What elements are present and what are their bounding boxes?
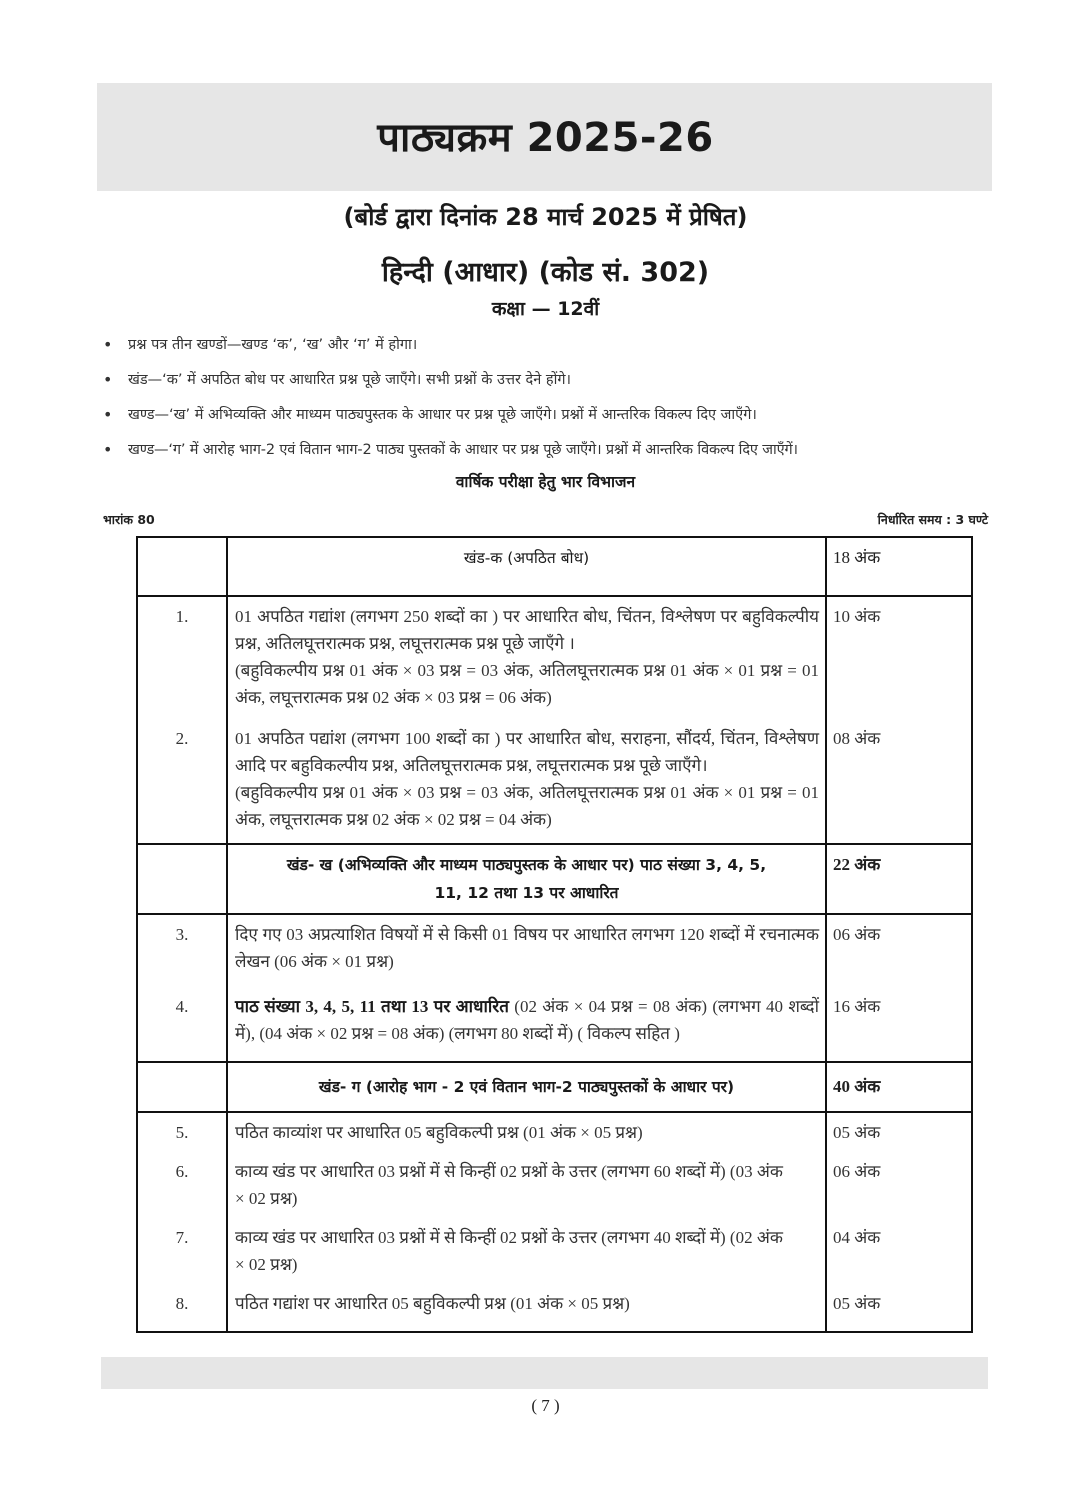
question-text: पठित काव्यांश पर आधारित 05 बहुविकल्पी प्रश्न (01 अंक × 05 प्रश्न) — [227, 1112, 826, 1152]
question-marks: 10 अंक — [826, 596, 972, 711]
question-text: 01 अपठित पद्यांश (लगभग 100 शब्दों का ) पर आधारित बोध, सराहना, सौंदर्य, चिंतन, विश्लेषण आदि पर बहुविकल्पीय प्रश्न, अतिलघूत्तरात्मक प्रश्न, लघूत्तरात्मक प्रश्न पूछे जाएँगे। — [235, 729, 819, 775]
board-circular-note: (बोर्ड द्वारा दिनांक 28 मार्च 2025 में प्रेषित) — [343, 203, 748, 231]
table-row — [137, 1284, 972, 1332]
bullet-icon: • — [103, 335, 113, 354]
empty-cell — [137, 1062, 227, 1112]
instruction-item: • खण्ड—‘ख’ में अभिव्यक्ति और माध्यम पाठ्यपुस्तक के आधार पर प्रश्न पूछे जाएँगे। प्रश्नों में आन्तरिक विकल्प दिए जाएँगे। — [103, 405, 757, 424]
section-title: खंड- ग (आरोह भाग - 2 एवं वितान भाग-2 पाठ्यपुस्तकों के आधार पर) — [227, 1062, 826, 1112]
section-header-row — [137, 1062, 972, 1112]
bullet-icon: • — [103, 405, 113, 424]
section-title: खंड-क (अपठित बोध) — [227, 537, 826, 596]
subject-heading: हिन्दी (आधार) (कोड सं. 302) — [381, 257, 710, 288]
instruction-item: • खंड—‘क’ में अपठित बोध पर आधारित प्रश्न पूछे जाएँगे। सभी प्रश्नों के उत्तर देने होंगे। — [103, 370, 571, 389]
section-marks: 22 अंक — [826, 844, 972, 914]
question-description — [227, 981, 826, 1062]
page-number: ( 7 ) — [531, 1396, 560, 1415]
section-marks: 18 अंक — [826, 537, 972, 596]
table-row — [137, 596, 972, 711]
section-marks: 40 अंक — [826, 1062, 972, 1112]
question-number: 3. — [137, 914, 227, 981]
question-marks: 04 अंक — [826, 1218, 972, 1284]
question-number: 4. — [137, 981, 227, 1062]
section-header-row — [137, 537, 972, 596]
question-marks: 16 अंक — [826, 981, 972, 1062]
distribution-heading: वार्षिक परीक्षा हेतु भार विभाजन — [455, 473, 636, 491]
question-number: 7. — [137, 1218, 227, 1284]
question-marks-breakdown: (बहुविकल्पीय प्रश्न 01 अंक × 03 प्रश्न = 03 अंक, अतिलघूत्तरात्मक प्रश्न 01 अंक × 01 प्रश्न = 01 अंक, लघूत्तरात्मक प्रश्न 02 अंक × 03 प्रश्न = 06 अंक) — [235, 661, 819, 707]
question-text: (02 अंक × 04 प्रश्न = 08 अंक) (लगभग 40 शब्दों में), (04 अंक × 02 प्रश्न = 08 अंक) (लगभग 80 शब्दों में) ( विकल्प सहित ) — [235, 997, 819, 1043]
question-number: 6. — [137, 1152, 227, 1218]
lesson-reference: पाठ संख्या 3, 4, 5, 11 तथा 13 पर आधारित — [235, 997, 509, 1016]
question-marks: 05 अंक — [826, 1112, 972, 1152]
question-number: 2. — [137, 711, 227, 844]
section-title: खंड- ख (अभिव्यक्ति और माध्यम पाठ्यपुस्तक के आधार पर) पाठ संख्या 3, 4, 5, 11, 12 तथा 13 पर आधारित — [227, 844, 826, 914]
instruction-item: • खण्ड—‘ग’ में आरोह भाग-2 एवं वितान भाग-2 पाठ्य पुस्तकों के आधार पर प्रश्न पूछे जाएँगे। प्रश्नों में आन्तरिक विकल्प दिए जाएँगें। — [103, 440, 798, 459]
time-allowed: निर्धारित समय : 3 घण्टे — [877, 512, 988, 527]
question-marks: 06 अंक — [826, 914, 972, 981]
question-marks: 06 अंक — [826, 1152, 972, 1218]
footer-band — [101, 1357, 988, 1389]
instructions-list — [103, 334, 1003, 474]
marks-distribution-table — [136, 536, 973, 1333]
question-description — [227, 596, 826, 711]
question-text: काव्य खंड पर आधारित 03 प्रश्नों में से किन्हीं 02 प्रश्नों के उत्तर (लगभग 60 शब्दों में) (03 अंक × 02 प्रश्न) — [227, 1152, 826, 1218]
question-description — [227, 711, 826, 844]
question-number: 5. — [137, 1112, 227, 1152]
question-number: 8. — [137, 1284, 227, 1332]
class-label: कक्षा — 12वीं — [491, 298, 600, 320]
question-text: पठित गद्यांश पर आधारित 05 बहुविकल्पी प्रश्न (01 अंक × 05 प्रश्न) — [227, 1284, 826, 1332]
table-row — [137, 1112, 972, 1152]
empty-cell — [137, 537, 227, 596]
instruction-item: • प्रश्न पत्र तीन खण्डों—खण्ड ‘क’, ‘ख’ और ‘ग’ में होगा। — [103, 335, 418, 354]
table-row — [137, 1218, 972, 1284]
section-header-row — [137, 844, 972, 914]
empty-cell — [137, 844, 227, 914]
page-title: पाठ्यक्रम 2025-26 — [377, 115, 714, 161]
question-text: 01 अपठित गद्यांश (लगभग 250 शब्दों का ) पर आधारित बोध, चिंतन, विश्लेषण पर बहुविकल्पीय प्रश्न, अतिलघूत्तरात्मक प्रश्न, लघूत्तरात्मक प्रश्न पूछे जाएँगे । — [235, 607, 819, 653]
table-row — [137, 981, 972, 1062]
bullet-icon: • — [103, 440, 113, 459]
table-row — [137, 914, 972, 981]
table-row — [137, 1152, 972, 1218]
question-number: 1. — [137, 596, 227, 711]
total-marks: भारांक 80 — [103, 512, 155, 527]
question-marks: 08 अंक — [826, 711, 972, 844]
table-row — [137, 711, 972, 844]
bullet-icon: • — [103, 370, 113, 389]
question-marks-breakdown: (बहुविकल्पीय प्रश्न 01 अंक × 03 प्रश्न = 03 अंक, अतिलघूत्तरात्मक प्रश्न 01 अंक × 01 प्रश्न = 01 अंक, लघूत्तरात्मक प्रश्न 02 अंक × 02 प्रश्न = 04 अंक) — [235, 783, 819, 829]
question-text: दिए गए 03 अप्रत्याशित विषयों में से किसी 01 विषय पर आधारित लगभग 120 शब्दों में रचनात्मक लेखन (06 अंक × 01 प्रश्न) — [227, 914, 826, 981]
question-marks: 05 अंक — [826, 1284, 972, 1332]
question-text: काव्य खंड पर आधारित 03 प्रश्नों में से किन्हीं 02 प्रश्नों के उत्तर (लगभग 40 शब्दों में) (02 अंक × 02 प्रश्न) — [227, 1218, 826, 1284]
